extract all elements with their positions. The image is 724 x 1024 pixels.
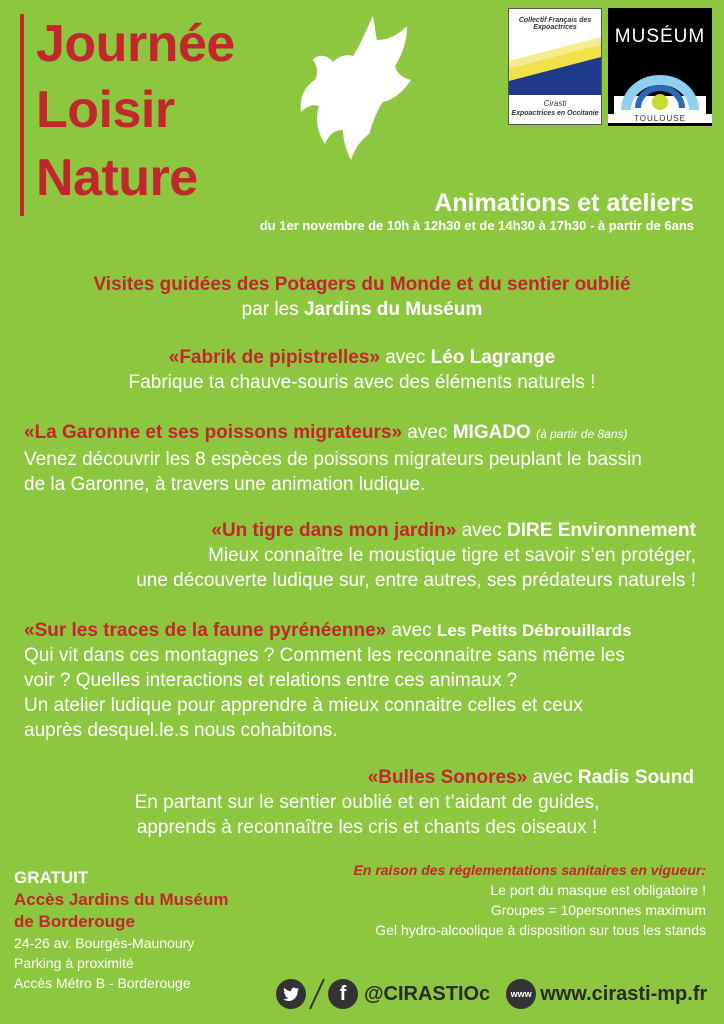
museum-logo-graphic [608,58,712,118]
activity-faune [24,618,714,743]
activity-desc-line: Venez découvrir les 8 espèces de poissons migrateurs peuplant le bassin [24,449,642,470]
title-line-2: Loisir [36,81,175,139]
activity-bulles [0,765,724,840]
sanitary-line-3: Gel hydro-alcoolique à disposition sur tous les stands [375,922,706,938]
activity-desc-line: une découverte ludique sur, entre autres, ses prédateurs naturels ! [136,570,696,591]
social-handle[interactable]: @CIRASTIOc [364,982,491,1005]
activity-pipistrelles [0,345,724,395]
title-line-3: Nature [36,149,198,207]
activity-title: «Fabrik de pipistrelles» [168,347,380,368]
activity-by-prefix: avec [456,520,508,541]
museum-logo [608,8,712,126]
bat-illustration [295,14,415,164]
sanitary-title: En raison des réglementations sanitaires en vigueur: [353,862,706,878]
activity-desc-line: auprès desquel.le.s nous cohabitons. [24,720,338,741]
activity-by-prefix: avec [379,347,431,368]
facebook-icon[interactable]: f [328,979,358,1009]
activity-by-prefix: avec [527,767,578,788]
activity-title: «La Garonne et ses poissons migrateurs» [24,422,403,443]
animations-heading: Animations et ateliers [434,189,694,217]
activity-partner: DIRE Environnement [507,520,696,541]
divider-slash [306,977,328,1011]
activity-desc-line: Un atelier ludique pour apprendre à mieux connaitre celles et ceux [24,695,583,716]
cfe-logo-sub: Cirasti [543,99,567,108]
parking: Parking à proximité [14,955,134,971]
activity-tigre [24,518,696,593]
activity-partner: Léo Lagrange [430,347,556,368]
activity-visits [0,272,724,322]
title-accent-bar [20,14,24,216]
activity-title: «Un tigre dans mon jardin» [211,520,457,541]
access-info [14,867,314,993]
activity-partner: Les Petits Débrouillards [436,621,632,640]
sanitary-info [286,860,706,940]
museum-logo-city: TOULOUSE [608,114,712,123]
activity-by-prefix: avec [386,620,437,641]
activity-desc-line: apprends à reconnaître les cris et chants des oiseaux ! [136,817,598,838]
cfe-logo-name: Collectif Français des Expoactrices [518,17,592,31]
activity-title: Visites guidées des Potagers du Monde et du sentier oublié [93,274,631,295]
activity-desc-line: Fabrique ta chauve-souris avec des éléments naturels ! [128,372,596,393]
social-bar [276,974,707,1014]
cfe-logo-graphic [509,35,601,95]
www-icon: www [506,979,536,1009]
activity-desc-line: voir ? Quelles interactions et relations entre ces animaux ? [24,670,518,691]
activity-by-prefix: avec [402,422,453,443]
website-link[interactable]: www.cirasti-mp.fr [540,982,708,1005]
activity-desc-line: En partant sur le sentier oublié et en t’aidant de guides, [134,792,600,813]
sanitary-line-2: Groupes = 10personnes maximum [490,902,706,918]
free-label: GRATUIT [14,868,89,887]
activity-desc-line: Qui vit dans ces montagnes ? Comment les reconnaitre sans même les [24,645,625,666]
activity-title: «Bulles Sonores» [367,767,528,788]
metro: Accès Métro B - Borderouge [14,975,191,991]
activity-desc-line: Mieux connaître le moustique tigre et savoir s’en protéger, [208,545,696,566]
access-line-2: de Borderouge [14,912,135,931]
activity-garonne [24,420,714,497]
activity-title: «Sur les traces de la faune pyrénéenne» [24,620,387,641]
activity-by-prefix: par les [241,299,304,320]
address: 24-26 av. Bourgès-Maunoury [14,935,195,951]
animations-dates: du 1er novembre de 10h à 12h30 et de 14h30 à 17h30 - à partir de 6ans [259,218,694,233]
title-line-1: Journée [36,15,235,73]
twitter-icon[interactable] [276,979,306,1009]
museum-logo-name: MUSÉUM [614,26,706,47]
activity-age-note: (à partir de 8ans) [536,427,628,441]
activity-partner: MIGADO [452,422,531,443]
cfe-logo [508,8,602,125]
access-line-1: Accès Jardins du Muséum [14,890,229,909]
sanitary-line-1: Le port du masque est obligatoire ! [490,882,706,898]
activity-partner: Jardins du Muséum [303,299,483,320]
activity-partner: Radis Sound [577,767,694,788]
activity-desc-line: de la Garonne, à travers une animation ludique. [24,474,426,495]
cfe-logo-sub2: Expoactrices en Occitanie [511,110,599,117]
